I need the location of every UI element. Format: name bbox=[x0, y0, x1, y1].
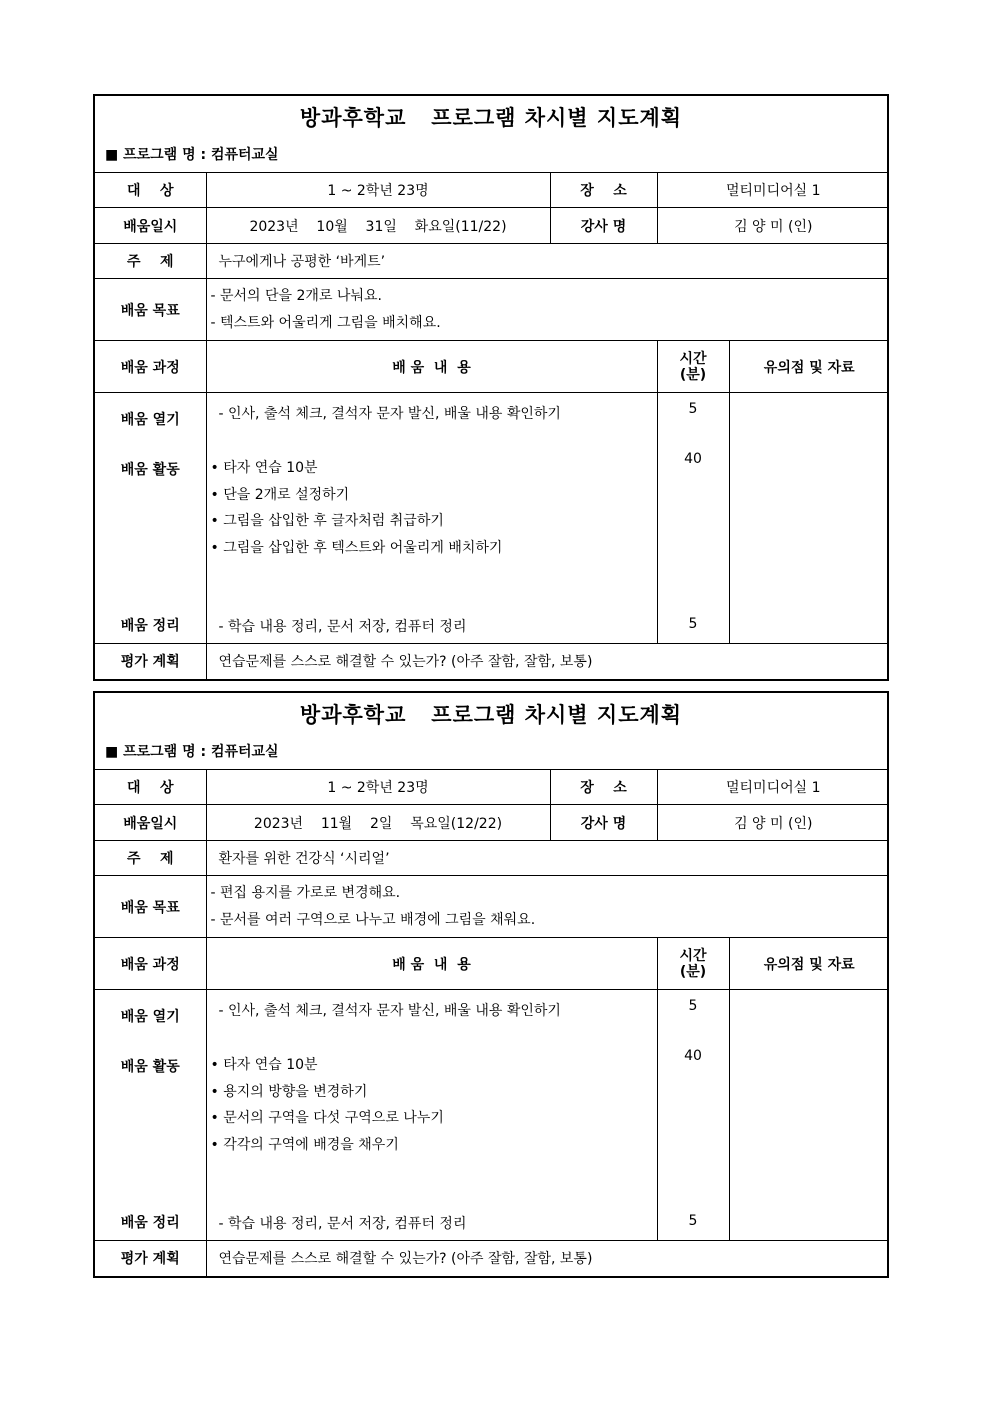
place-label: 장 소 bbox=[550, 770, 657, 805]
stage-activity: 배움 활동 bbox=[120, 1059, 180, 1075]
stage-cell bbox=[95, 393, 206, 644]
content-cell bbox=[206, 990, 657, 1241]
target-value: 1 ~ 2학년 23명 bbox=[206, 770, 550, 805]
topic-value: 환자를 위한 건강식 ‘시리얼’ bbox=[206, 841, 889, 876]
activity-item: • 용지의 방향을 변경하기 bbox=[210, 1084, 368, 1100]
plan-title: 방과후학교 프로그램 차시별 지도계획 bbox=[299, 703, 683, 727]
eval-value: 연습문제를 스스로 해결할 수 있는가? (아주 잘함, 잘함, 보통) bbox=[206, 644, 889, 679]
time-cell bbox=[657, 990, 729, 1241]
content-label: 배 움 내 용 bbox=[206, 341, 657, 393]
time-label-line2: (분) bbox=[679, 366, 707, 383]
teacher-value: 김 양 미 (인) bbox=[657, 805, 889, 841]
teacher-label: 강사 명 bbox=[550, 805, 657, 841]
date-value: 2023년 10월 31일 화요일(11/22) bbox=[206, 208, 550, 244]
open-text: - 인사, 출석 체크, 결석자 문자 발신, 배울 내용 확인하기 bbox=[218, 1003, 561, 1019]
lesson-plan-2 bbox=[93, 691, 889, 1278]
time-activity: 40 bbox=[684, 1048, 702, 1064]
date-label: 배움일시 bbox=[95, 805, 206, 841]
goal-label: 배움 목표 bbox=[95, 876, 206, 938]
goals-cell bbox=[206, 279, 889, 341]
notes-cell bbox=[729, 393, 889, 644]
content-label: 배 움 내 용 bbox=[206, 938, 657, 990]
time-label-line1: 시간 bbox=[679, 947, 707, 964]
stage-open: 배움 열기 bbox=[120, 412, 180, 428]
time-open: 5 bbox=[688, 998, 698, 1014]
time-activity: 40 bbox=[684, 451, 702, 467]
eval-label: 평가 계획 bbox=[95, 644, 206, 679]
target-value: 1 ~ 2학년 23명 bbox=[206, 173, 550, 208]
date-label: 배움일시 bbox=[95, 208, 206, 244]
stage-open: 배움 열기 bbox=[120, 1009, 180, 1025]
target-label: 대 상 bbox=[95, 770, 206, 805]
time-cell bbox=[657, 393, 729, 644]
goal-label: 배움 목표 bbox=[95, 279, 206, 341]
goal-item: - 문서의 단을 2개로 나눠요. bbox=[210, 287, 382, 304]
stage-close: 배움 정리 bbox=[120, 618, 180, 634]
activity-item: • 타자 연습 10분 bbox=[210, 1057, 318, 1073]
stage-activity: 배움 활동 bbox=[120, 462, 180, 478]
place-label: 장 소 bbox=[550, 173, 657, 208]
open-text: - 인사, 출석 체크, 결석자 문자 발신, 배울 내용 확인하기 bbox=[218, 406, 561, 422]
time-close: 5 bbox=[688, 1213, 698, 1229]
activity-item: • 단을 2개로 설정하기 bbox=[210, 487, 350, 503]
topic-label: 주 제 bbox=[95, 841, 206, 876]
goals-cell bbox=[206, 876, 889, 938]
content-cell bbox=[206, 393, 657, 644]
topic-label: 주 제 bbox=[95, 244, 206, 279]
time-open: 5 bbox=[688, 401, 698, 417]
stage-close: 배움 정리 bbox=[120, 1215, 180, 1231]
goal-item: - 문서를 여러 구역으로 나누고 배경에 그림을 채워요. bbox=[210, 911, 536, 928]
place-value: 멀티미디어실 1 bbox=[657, 770, 889, 805]
notes-label: 유의점 및 자료 bbox=[729, 341, 889, 393]
date-value: 2023년 11월 2일 목요일(12/22) bbox=[206, 805, 550, 841]
lesson-plan-1 bbox=[93, 94, 889, 681]
process-label: 배움 과정 bbox=[95, 341, 206, 393]
notes-cell bbox=[729, 990, 889, 1241]
program-name: ■ 프로그램 명 : 컴퓨터교실 bbox=[105, 147, 279, 163]
teacher-value: 김 양 미 (인) bbox=[657, 208, 889, 244]
plan-table bbox=[95, 769, 889, 1276]
plan-table bbox=[95, 172, 889, 679]
plan-title: 방과후학교 프로그램 차시별 지도계획 bbox=[299, 106, 683, 130]
activity-item: • 각각의 구역에 배경을 채우기 bbox=[210, 1137, 399, 1153]
eval-value: 연습문제를 스스로 해결할 수 있는가? (아주 잘함, 잘함, 보통) bbox=[206, 1241, 889, 1276]
process-label: 배움 과정 bbox=[95, 938, 206, 990]
time-label-line1: 시간 bbox=[679, 350, 707, 367]
activity-item: • 타자 연습 10분 bbox=[210, 460, 318, 476]
notes-label: 유의점 및 자료 bbox=[729, 938, 889, 990]
activity-item: • 문서의 구역을 다섯 구역으로 나누기 bbox=[210, 1110, 444, 1126]
program-name: ■ 프로그램 명 : 컴퓨터교실 bbox=[105, 744, 279, 760]
close-text: - 학습 내용 정리, 문서 저장, 컴퓨터 정리 bbox=[218, 1216, 467, 1232]
place-value: 멀티미디어실 1 bbox=[657, 173, 889, 208]
topic-value: 누구에게나 공평한 ‘바게트’ bbox=[206, 244, 889, 279]
stage-cell bbox=[95, 990, 206, 1241]
activity-item: • 그림을 삽입한 후 텍스트와 어울리게 배치하기 bbox=[210, 540, 503, 556]
time-close: 5 bbox=[688, 616, 698, 632]
time-label-line2: (분) bbox=[679, 963, 707, 980]
goal-item: - 텍스트와 어울리게 그림을 배치해요. bbox=[210, 314, 441, 331]
time-label bbox=[657, 938, 729, 990]
time-label bbox=[657, 341, 729, 393]
close-text: - 학습 내용 정리, 문서 저장, 컴퓨터 정리 bbox=[218, 619, 467, 635]
eval-label: 평가 계획 bbox=[95, 1241, 206, 1276]
target-label: 대 상 bbox=[95, 173, 206, 208]
goal-item: - 편집 용지를 가로로 변경해요. bbox=[210, 884, 401, 901]
activity-item: • 그림을 삽입한 후 글자처럼 취급하기 bbox=[210, 513, 444, 529]
teacher-label: 강사 명 bbox=[550, 208, 657, 244]
